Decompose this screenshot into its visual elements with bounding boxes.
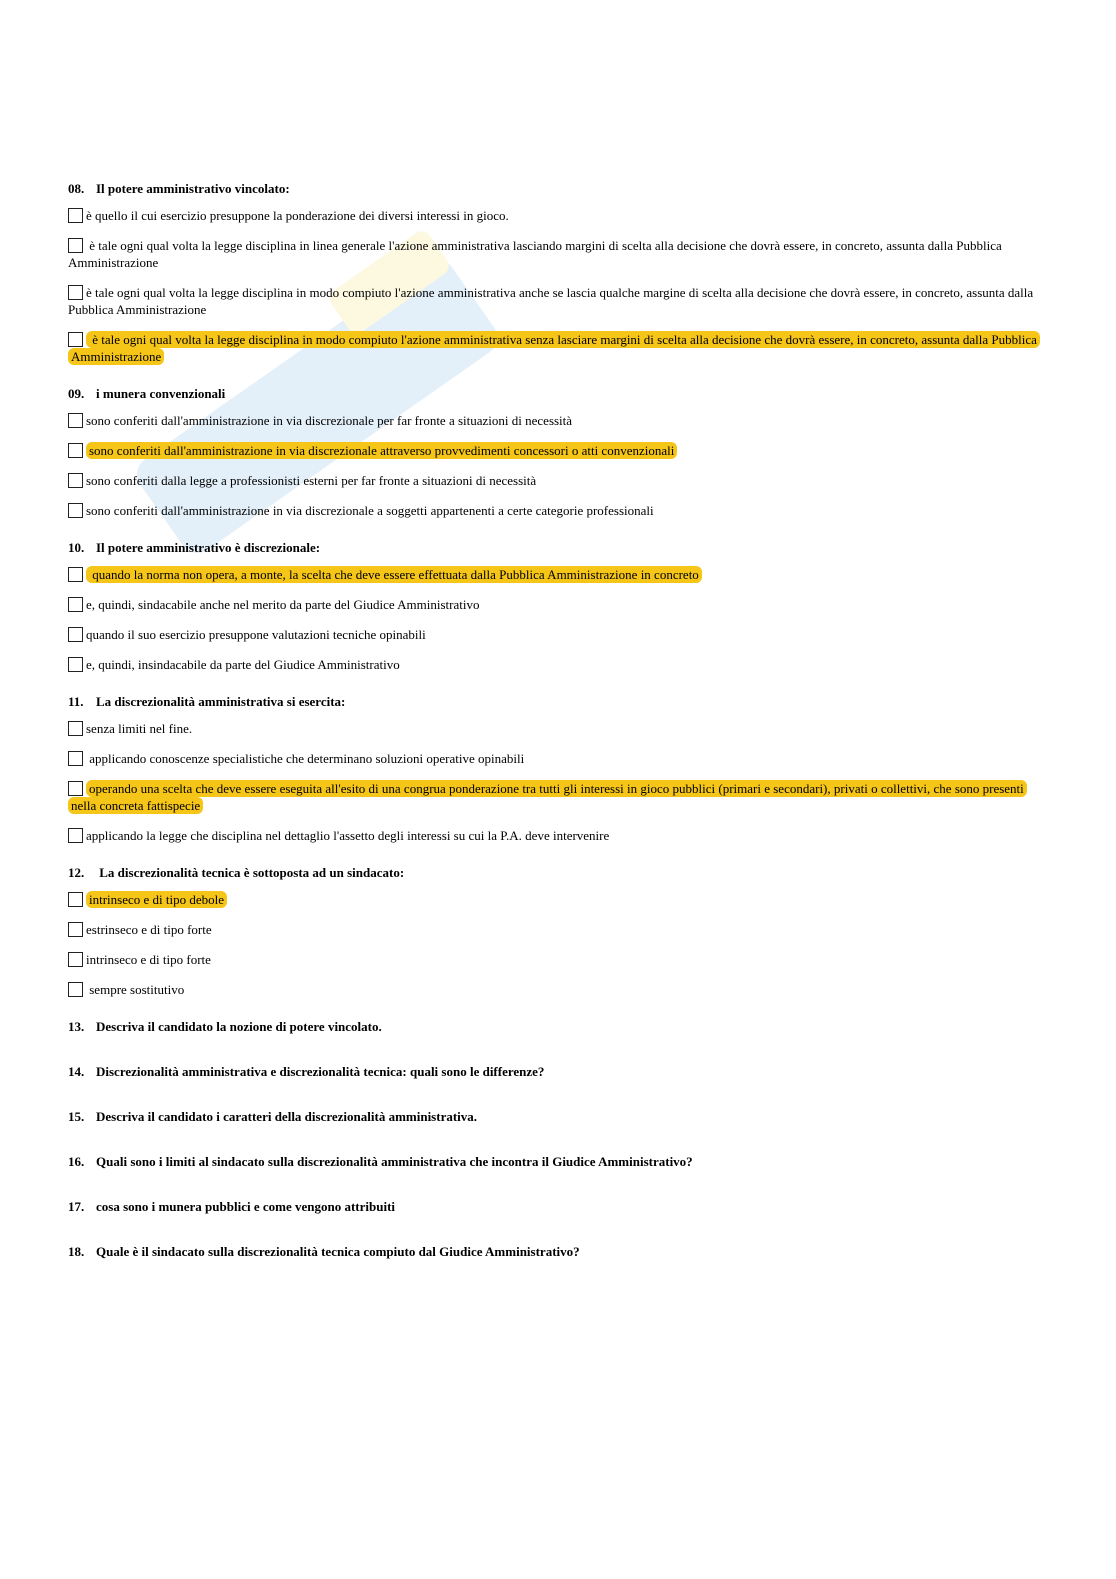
- checkbox-icon[interactable]: [68, 721, 83, 736]
- checkbox-icon[interactable]: [68, 828, 83, 843]
- answer-option: [68, 626, 1048, 643]
- answer-text: e, quindi, sindacabile anche nel merito da parte del Giudice Amministrativo: [86, 597, 480, 612]
- highlighted-answer-text: operando una scelta che deve essere eseguita all'esito di una congrua ponderazione tra tutti gli interessi in gioco pubblici (primari e secondari), privati o collettivi, che sono presenti nella concreta fattispecie: [68, 780, 1027, 814]
- question-title: [68, 385, 1048, 403]
- question-text: Il potere amministrativo è discrezionale:: [96, 540, 321, 555]
- answer-option: [68, 442, 1048, 459]
- checkbox-icon[interactable]: [68, 982, 83, 997]
- question-number: 15.: [68, 1109, 85, 1124]
- answer-text: applicando conoscenze specialistiche che determinano soluzioni operative opinabili: [86, 751, 525, 766]
- open-questions-section: [68, 1018, 1048, 1261]
- answer-text: estrinseco e di tipo forte: [86, 922, 212, 937]
- open-question: [68, 1018, 1048, 1036]
- answer-option: [68, 750, 1048, 767]
- answer-text: e, quindi, insindacabile da parte del Giudice Amministrativo: [86, 657, 400, 672]
- answer-text: quando il suo esercizio presuppone valutazioni tecniche opinabili: [86, 627, 426, 642]
- question-text: Descriva il candidato i caratteri della discrezionalità amministrativa.: [96, 1109, 478, 1124]
- open-question: [68, 1243, 1048, 1261]
- question-number: 18.: [68, 1244, 85, 1259]
- question-number: 16.: [68, 1154, 85, 1169]
- answer-text: senza limiti nel fine.: [86, 721, 193, 736]
- answer-text: sempre sostitutivo: [86, 982, 185, 997]
- question-number: 08.: [68, 181, 85, 196]
- checkbox-icon[interactable]: [68, 567, 83, 582]
- checkbox-icon[interactable]: [68, 473, 83, 488]
- answer-option: [68, 951, 1048, 968]
- answer-option: [68, 412, 1048, 429]
- question-text: i munera convenzionali: [96, 386, 226, 401]
- checkbox-icon[interactable]: [68, 657, 83, 672]
- question-number: 17.: [68, 1199, 85, 1214]
- checkbox-icon[interactable]: [68, 332, 83, 347]
- answer-text: è tale ogni qual volta la legge disciplina in modo compiuto l'azione amministrativa anche se lascia qualche margine di scelta alla decisione che dovrà essere, in concreto, assunta dalla Pubblica Amministrazione: [68, 285, 1034, 317]
- answer-option: [68, 981, 1048, 998]
- question-3: [68, 693, 1048, 844]
- answer-text: è tale ogni qual volta la legge disciplina in linea generale l'azione amministrativa lasciando margini di scelta alla decisione che dovrà essere, in concreto, assunta dalla Pubblica Amministrazione: [68, 238, 1002, 270]
- answer-option: [68, 596, 1048, 613]
- answer-option: [68, 566, 1048, 583]
- answer-option: [68, 502, 1048, 519]
- highlighted-answer-text: quando la norma non opera, a monte, la scelta che deve essere effettuata dalla Pubblica Amministrazione in concreto: [86, 566, 702, 583]
- checkbox-icon[interactable]: [68, 751, 83, 766]
- checkbox-icon[interactable]: [68, 285, 83, 300]
- question-text: Quale è il sindacato sulla discrezionalità tecnica compiuto dal Giudice Amministrativo?: [96, 1244, 580, 1259]
- checkbox-icon[interactable]: [68, 781, 83, 796]
- question-text: La discrezionalità amministrativa si esercita:: [96, 694, 346, 709]
- question-number: 12.: [68, 865, 85, 880]
- answer-text: è quello il cui esercizio presuppone la ponderazione dei diversi interessi in gioco.: [86, 208, 509, 223]
- question-text: Discrezionalità amministrativa e discrezionalità tecnica: quali sono le differenze?: [96, 1064, 545, 1079]
- answer-option: [68, 284, 1048, 318]
- question-number: 09.: [68, 386, 85, 401]
- checkbox-icon[interactable]: [68, 952, 83, 967]
- answer-option: [68, 207, 1048, 224]
- answer-option: [68, 827, 1048, 844]
- question-4: [68, 864, 1048, 998]
- question-0: [68, 180, 1048, 365]
- answer-option: [68, 891, 1048, 908]
- question-text: Descriva il candidato la nozione di potere vincolato.: [96, 1019, 382, 1034]
- question-title: [68, 864, 1048, 882]
- open-question: [68, 1108, 1048, 1126]
- multiple-choice-section: [68, 180, 1048, 998]
- open-question: [68, 1198, 1048, 1216]
- question-number: 14.: [68, 1064, 85, 1079]
- question-text: Il potere amministrativo vincolato:: [96, 181, 290, 196]
- question-2: [68, 539, 1048, 673]
- checkbox-icon[interactable]: [68, 922, 83, 937]
- question-number: 13.: [68, 1019, 85, 1034]
- answer-option: [68, 720, 1048, 737]
- answer-text: sono conferiti dall'amministrazione in via discrezionale a soggetti appartenenti a certe categorie professionali: [86, 503, 654, 518]
- checkbox-icon[interactable]: [68, 238, 83, 253]
- question-1: [68, 385, 1048, 519]
- answer-option: [68, 656, 1048, 673]
- answer-text: applicando la legge che disciplina nel dettaglio l'assetto degli interessi su cui la P.A. deve intervenire: [86, 828, 610, 843]
- answer-text: sono conferiti dall'amministrazione in via discrezionale per far fronte a situazioni di necessità: [86, 413, 573, 428]
- checkbox-icon[interactable]: [68, 627, 83, 642]
- highlighted-answer-text: intrinseco e di tipo debole: [86, 891, 227, 908]
- question-title: [68, 539, 1048, 557]
- checkbox-icon[interactable]: [68, 892, 83, 907]
- answer-text: sono conferiti dalla legge a professionisti esterni per far fronte a situazioni di necessità: [86, 473, 537, 488]
- checkbox-icon[interactable]: [68, 597, 83, 612]
- question-text: La discrezionalità tecnica è sottoposta ad un sindacato:: [96, 865, 405, 880]
- answer-option: [68, 237, 1048, 271]
- question-text: Quali sono i limiti al sindacato sulla discrezionalità amministrativa che incontra il Giudice Amministrativo?: [96, 1154, 693, 1169]
- question-number: 10.: [68, 540, 85, 555]
- open-question: [68, 1153, 1048, 1171]
- checkbox-icon[interactable]: [68, 208, 83, 223]
- answer-option: [68, 331, 1048, 365]
- answer-option: [68, 472, 1048, 489]
- question-number: 11.: [68, 694, 84, 709]
- question-text: cosa sono i munera pubblici e come vengono attribuiti: [96, 1199, 396, 1214]
- answer-text: intrinseco e di tipo forte: [86, 952, 211, 967]
- checkbox-icon[interactable]: [68, 443, 83, 458]
- question-title: [68, 693, 1048, 711]
- checkbox-icon[interactable]: [68, 503, 83, 518]
- answer-option: [68, 780, 1048, 814]
- questionnaire: [68, 180, 1048, 1288]
- highlighted-answer-text: sono conferiti dall'amministrazione in via discrezionale attraverso provvedimenti concessori o atti convenzionali: [86, 442, 677, 459]
- highlighted-answer-text: è tale ogni qual volta la legge disciplina in modo compiuto l'azione amministrativa senza lasciare margini di scelta alla decisione che dovrà essere, in concreto, assunta dalla Pubblica Amministrazione: [68, 331, 1040, 365]
- open-question: [68, 1063, 1048, 1081]
- checkbox-icon[interactable]: [68, 413, 83, 428]
- question-title: [68, 180, 1048, 198]
- answer-option: [68, 921, 1048, 938]
